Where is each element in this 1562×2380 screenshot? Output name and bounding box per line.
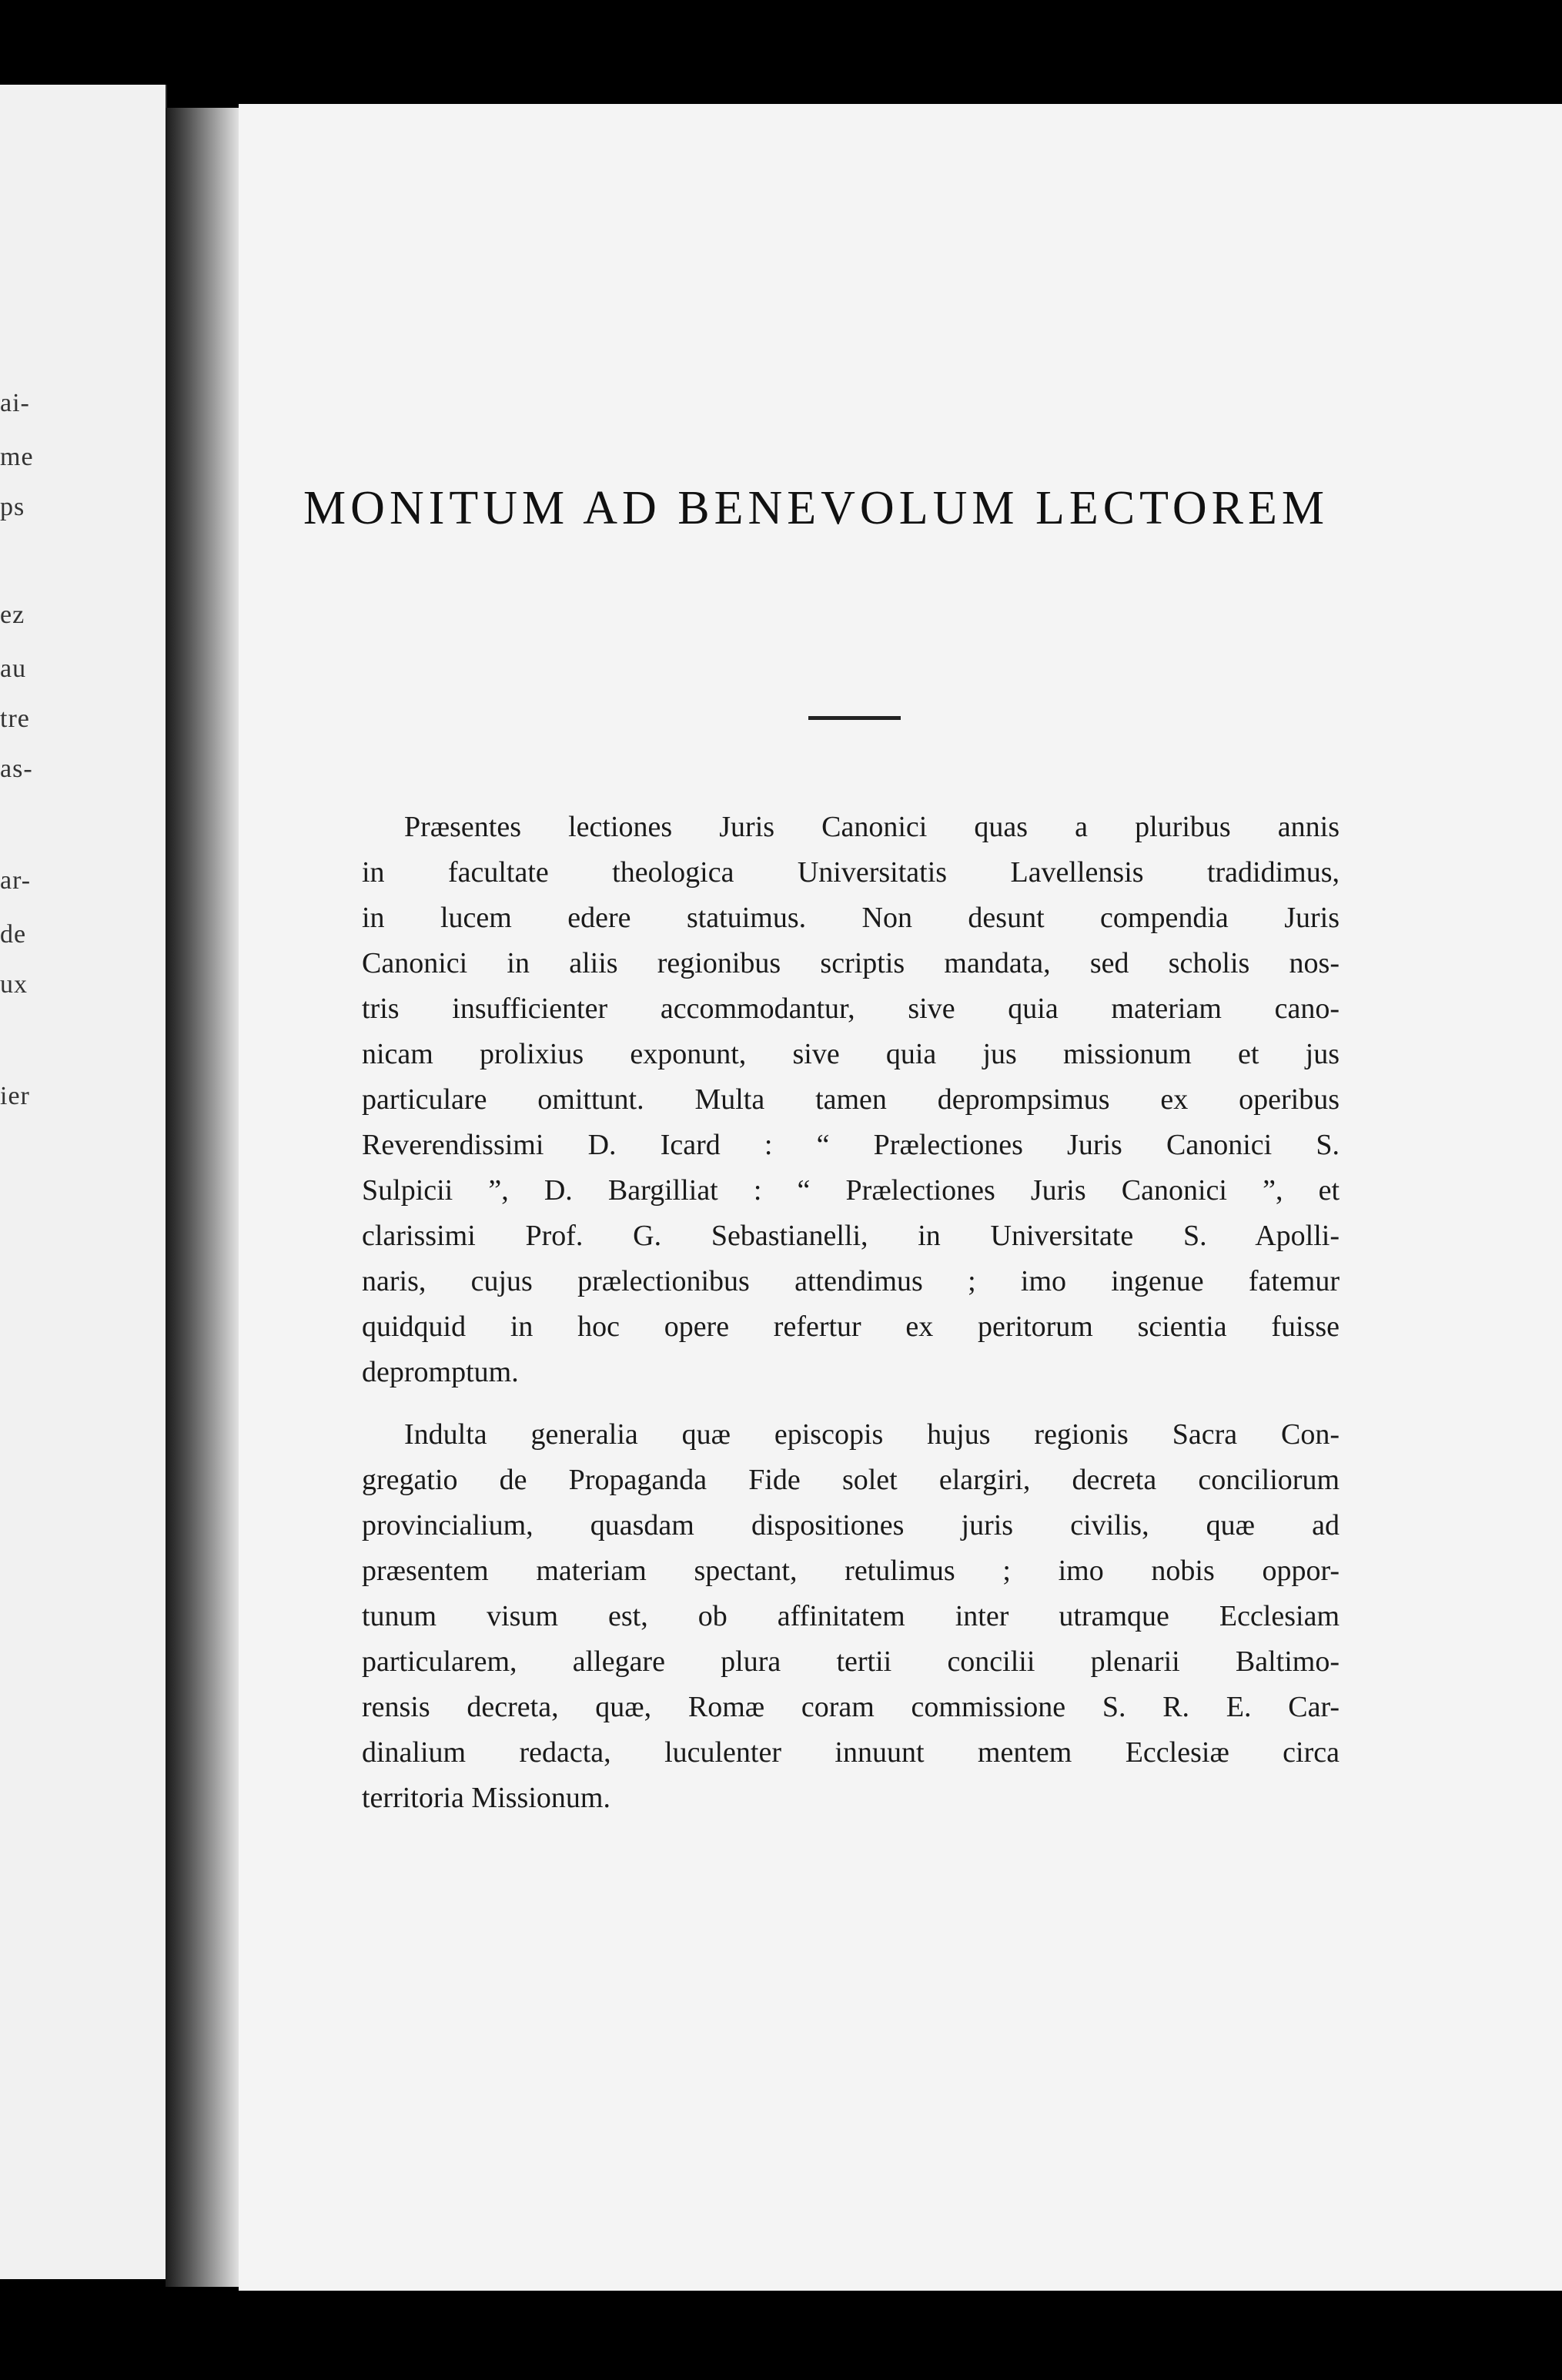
- paragraph-2: [362, 1412, 1340, 1821]
- paragraph-spacer: [362, 1395, 1340, 1412]
- fragment-line: de: [0, 920, 27, 949]
- fragment-line: tre: [0, 705, 30, 733]
- text-line: dinalium redacta, luculenter innuunt mentem Ecclesiæ circa: [362, 1736, 1340, 1769]
- fragment-line: as-: [0, 755, 33, 783]
- fragment-line: ar-: [0, 866, 32, 895]
- text-line: in facultate theologica Universitatis Lavellensis tradidimus,: [362, 856, 1340, 889]
- fragment-line: ux: [0, 970, 28, 999]
- text-line: Præsentes lectiones Juris Canonici quas a pluribus annis: [404, 811, 1340, 843]
- text-line: Sulpicii ”, D. Bargilliat : “ Prælectiones Juris Canonici ”, et: [362, 1174, 1340, 1207]
- text-line: in lucem edere statuimus. Non desunt compendia Juris: [362, 902, 1340, 934]
- text-line: particularem, allegare plura tertii concilii plenarii Baltimo-: [362, 1645, 1340, 1678]
- fragment-line: ez: [0, 601, 25, 629]
- text-line: particulare omittunt. Multa tamen deprompsimus ex operibus: [362, 1083, 1340, 1116]
- paragraph-1: [362, 805, 1340, 1395]
- text-line: territoria Missionum.: [362, 1782, 610, 1814]
- text-line: tris insufficienter accommodantur, sive quia materiam cano-: [362, 993, 1340, 1025]
- body-text: [362, 805, 1340, 1821]
- fragment-line: ps: [0, 493, 25, 521]
- fragment-line: me: [0, 443, 34, 471]
- text-line: tunum visum est, ob affinitatem inter utramque Ecclesiam: [362, 1600, 1340, 1632]
- text-line: provincialium, quasdam dispositiones juris civilis, quæ ad: [362, 1509, 1340, 1541]
- text-line: rensis decreta, quæ, Romæ coram commissione S. R. E. Car-: [362, 1691, 1340, 1723]
- text-line: Reverendissimi D. Icard : “ Prælectiones Juris Canonici S.: [362, 1129, 1340, 1161]
- fragment-line: ier: [0, 1082, 30, 1110]
- previous-page-fragment: [0, 85, 167, 2279]
- page-title: MONITUM AD BENEVOLUM LECTOREM: [303, 482, 1329, 534]
- text-line: præsentem materiam spectant, retulimus ; imo nobis oppor-: [362, 1555, 1340, 1587]
- text-line: nicam prolixius exponunt, sive quia jus missionum et jus: [362, 1038, 1340, 1070]
- text-line: clarissimi Prof. G. Sebastianelli, in Universitate S. Apolli-: [362, 1220, 1340, 1252]
- text-line: Canonici in aliis regionibus scriptis mandata, sed scholis nos-: [362, 947, 1340, 979]
- fragment-line: au: [0, 654, 27, 683]
- fragment-line: ai-: [0, 389, 30, 417]
- text-line: gregatio de Propaganda Fide solet elargiri, decreta conciliorum: [362, 1464, 1340, 1496]
- text-line: Indulta generalia quæ episcopis hujus regionis Sacra Con-: [404, 1418, 1340, 1451]
- text-line: naris, cujus prælectionibus attendimus ; imo ingenue fatemur: [362, 1265, 1340, 1297]
- title-rule: [808, 716, 901, 720]
- binding-shadow: [166, 108, 242, 2287]
- text-line: depromptum.: [362, 1356, 519, 1388]
- text-line: quidquid in hoc opere refertur ex peritorum scientia fuisse: [362, 1311, 1340, 1343]
